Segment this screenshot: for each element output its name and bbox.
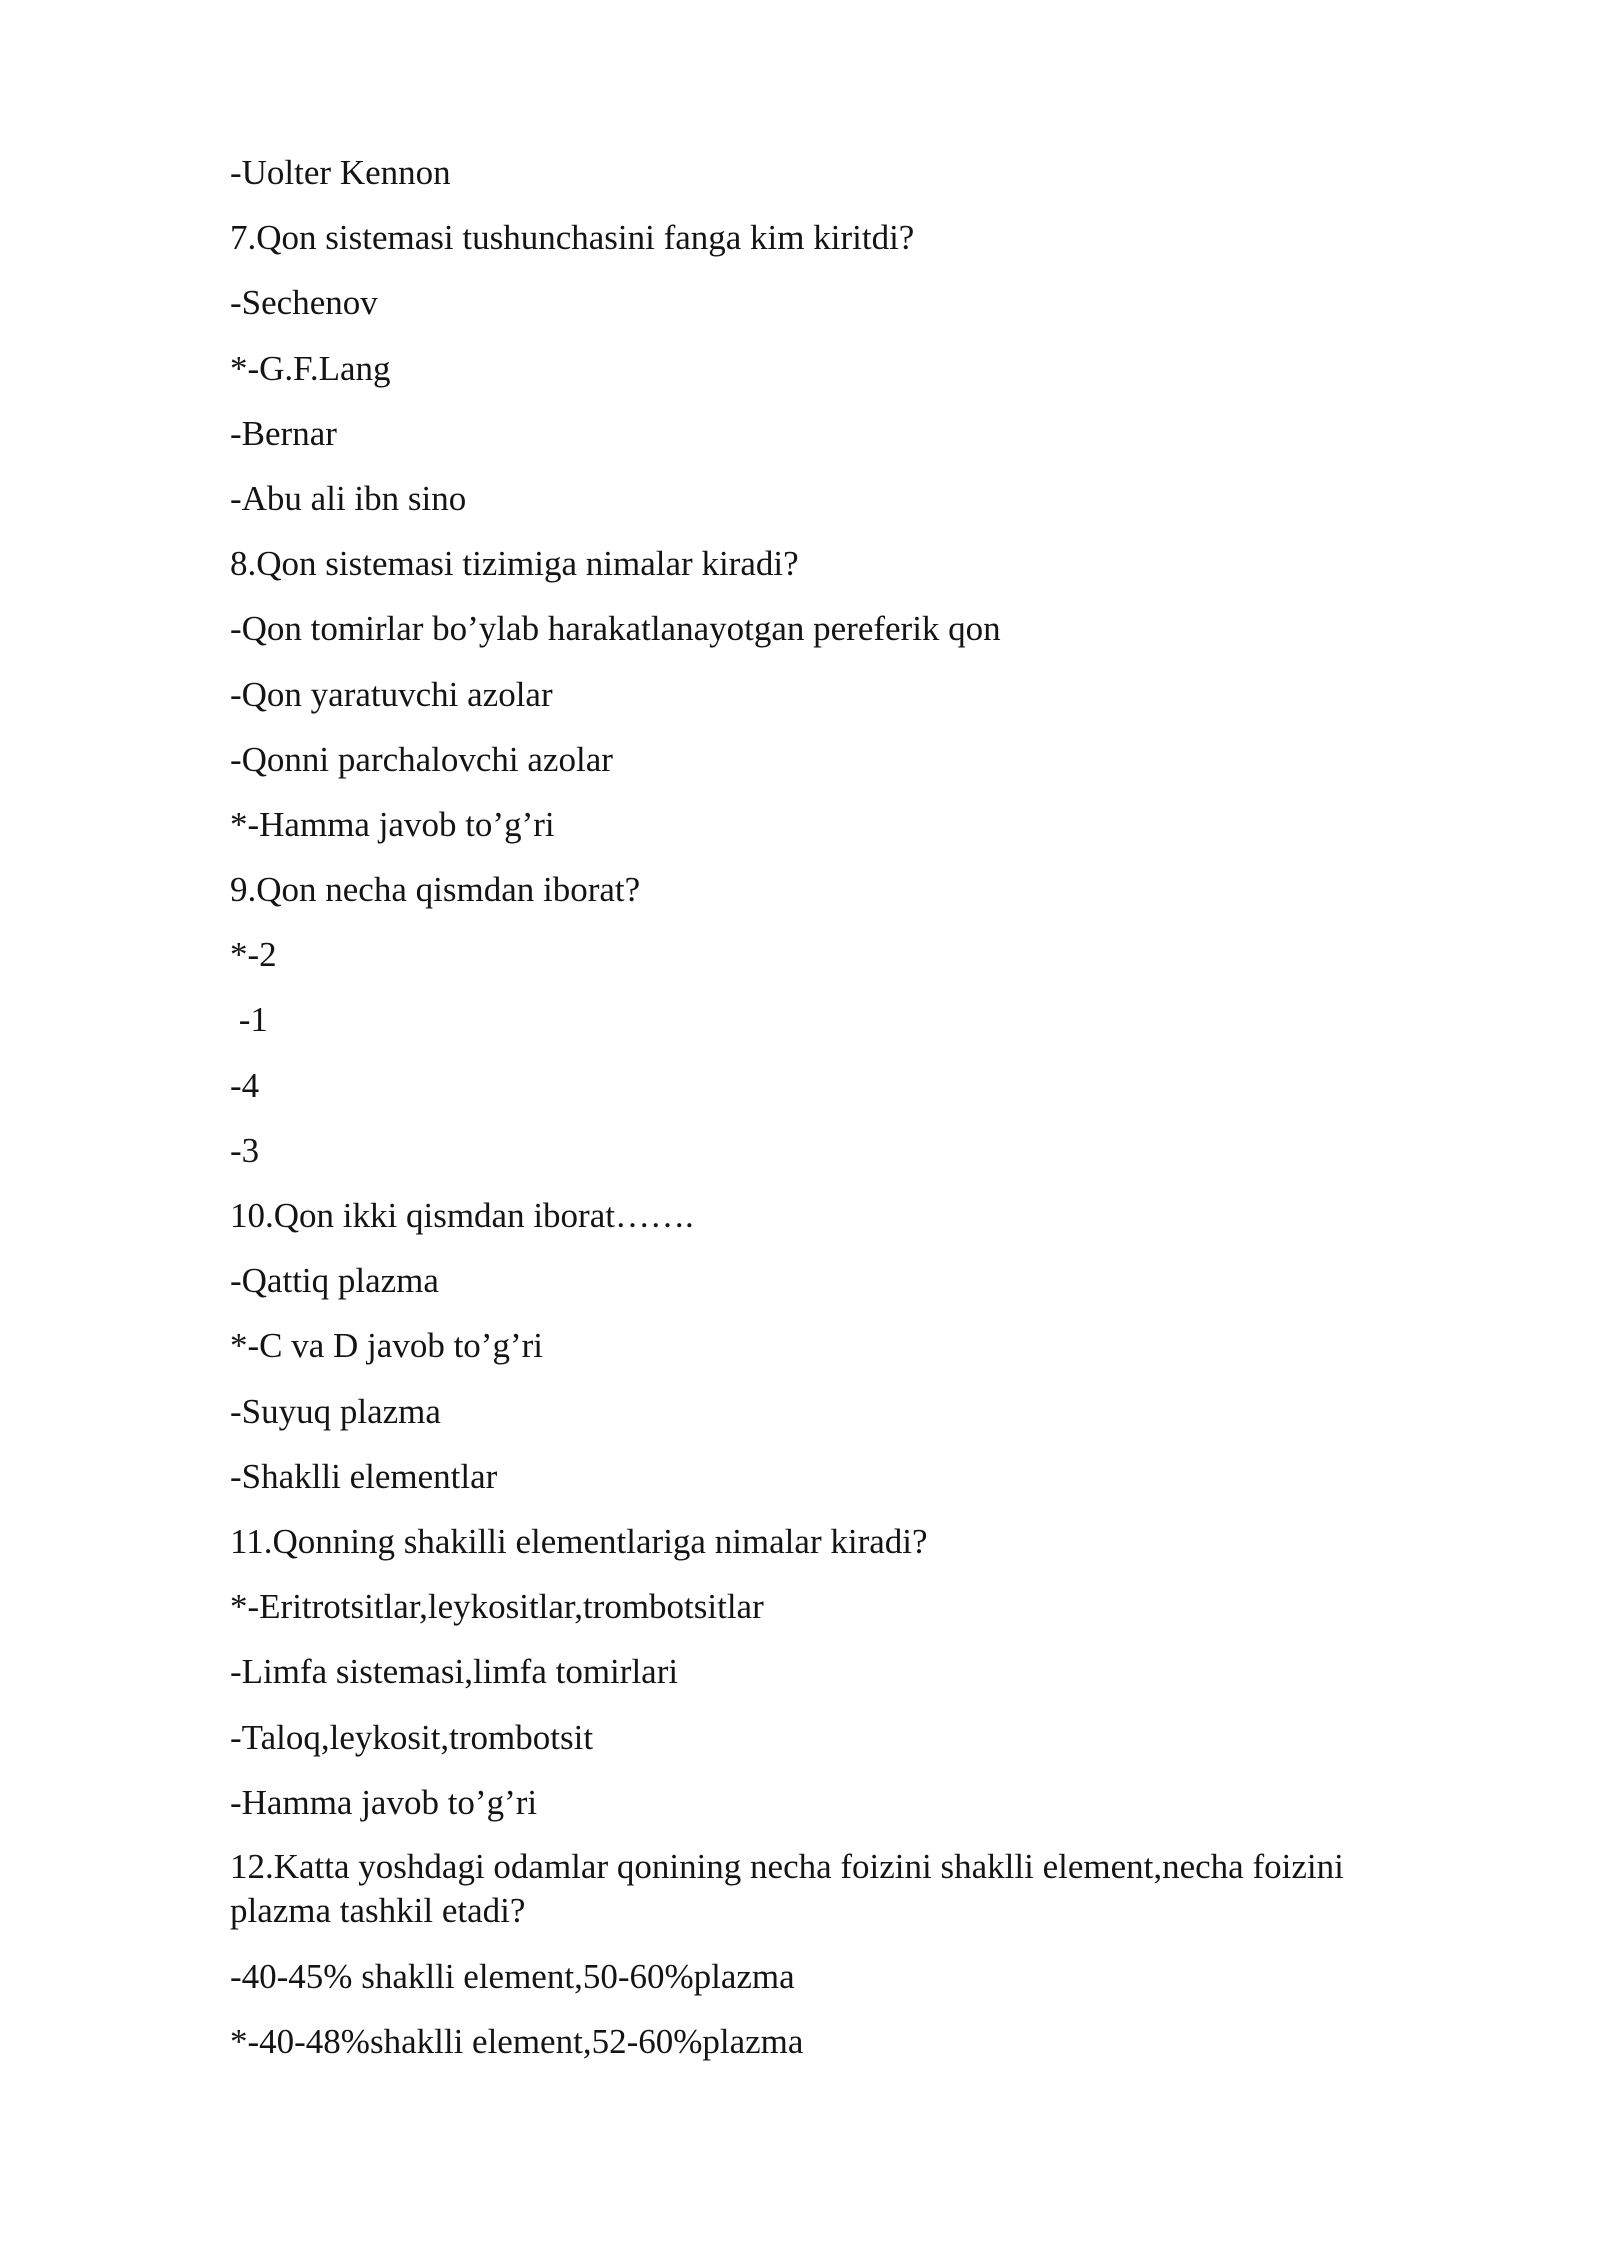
answer-option: -Qon yaratuvchi azolar xyxy=(230,674,553,714)
correct-answer-option: *-2 xyxy=(230,935,277,975)
correct-answer-option: *-Eritrotsitlar,leykositlar,trombotsitlar xyxy=(230,1587,764,1627)
question-7: 7.Qon sistemasi tushunchasini fanga kim kiritdi? xyxy=(230,218,915,258)
answer-option: -Uolter Kennon xyxy=(230,153,451,192)
correct-answer-option: *-40-48%shaklli element,52-60%plazma xyxy=(230,2022,804,2062)
correct-answer-option: *-G.F.Lang xyxy=(230,348,391,388)
question-12: 12.Katta yoshdagi odamlar qonining necha foizini shaklli element,necha foizini plazma tashkil etadi? xyxy=(230,1846,1344,1930)
answer-option: -Qonni parchalovchi azolar xyxy=(230,739,613,779)
answer-option: -Limfa sistemasi,limfa tomirlari xyxy=(230,1652,679,1692)
question-10: 10.Qon ikki qismdan iborat……. xyxy=(230,1196,694,1235)
question-11: 11.Qonning shakilli elementlariga nimalar kiradi? xyxy=(230,1521,928,1561)
answer-option: -Suyuq plazma xyxy=(230,1391,441,1431)
answer-option: -Qon tomirlar bo’ylab harakatlanayotgan pereferik qon xyxy=(230,609,1001,649)
answer-option: -Qattiq plazma xyxy=(230,1261,439,1301)
answer-option: -1 xyxy=(230,1000,268,1040)
answer-option: -Hamma javob to’g’ri xyxy=(230,1782,538,1822)
answer-option: -Shaklli elementlar xyxy=(230,1456,498,1496)
correct-answer-option: *-C va D javob to’g’ri xyxy=(230,1326,543,1366)
answer-option: -Bernar xyxy=(230,413,337,453)
correct-answer-option: *-Hamma javob to’g’ri xyxy=(230,804,555,844)
answer-option: -Abu ali ibn sino xyxy=(230,478,467,518)
answer-option: -Taloq,leykosit,trombotsit xyxy=(230,1717,594,1757)
document-body xyxy=(230,150,1450,2084)
question-8: 8.Qon sistemasi tizimiga nimalar kiradi? xyxy=(230,544,799,584)
answer-option: -3 xyxy=(230,1130,260,1170)
answer-option: -4 xyxy=(230,1065,260,1105)
question-9: 9.Qon necha qismdan iborat? xyxy=(230,870,641,910)
answer-option: -Sechenov xyxy=(230,283,378,323)
answer-option: -40-45% shaklli element,50-60%plazma xyxy=(230,1956,795,1996)
